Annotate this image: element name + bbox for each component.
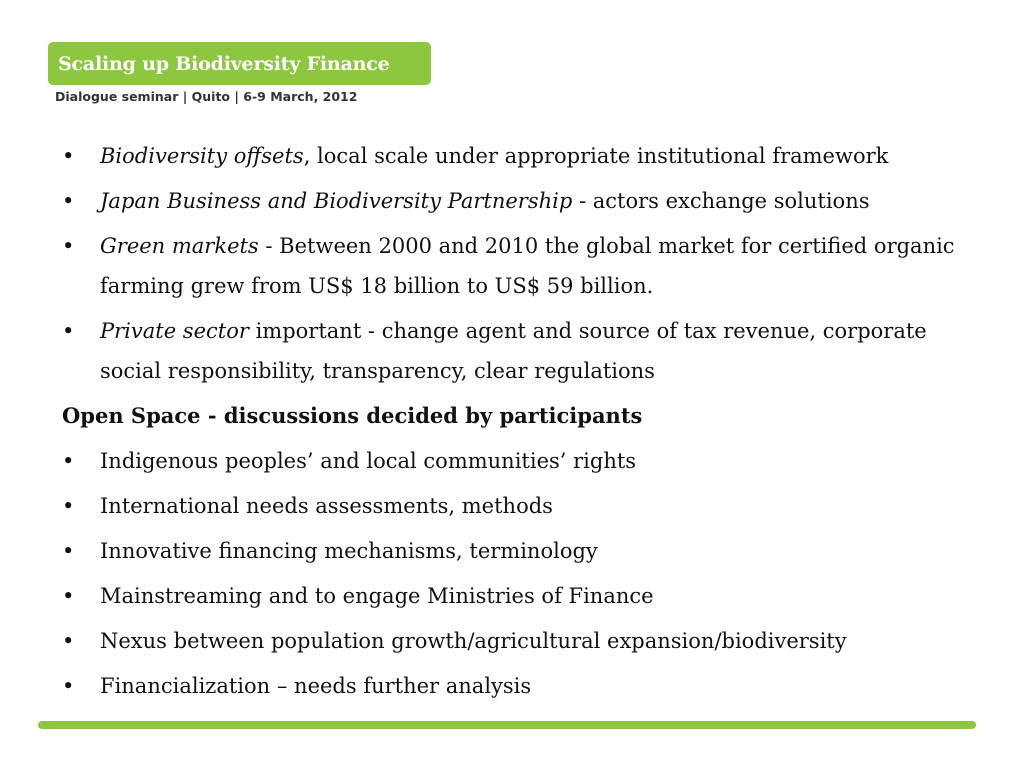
item-text: Innovative financing mechanisms, terminology	[100, 539, 598, 563]
bullet-icon: •	[62, 674, 75, 698]
bullet-icon: •	[62, 584, 75, 608]
item-text: International needs assessments, methods	[100, 494, 553, 518]
bullet-icon: •	[62, 189, 75, 213]
item-lead: Biodiversity offsets	[100, 144, 304, 168]
bullet-icon: •	[62, 144, 75, 168]
list-item	[62, 136, 962, 176]
item-text: Nexus between population growth/agricultural expansion/biodiversity	[100, 629, 847, 653]
list-item	[62, 311, 962, 391]
list-item	[62, 441, 962, 481]
slide-subtitle: Dialogue seminar | Quito | 6-9 March, 2012	[55, 89, 358, 104]
section-heading: Open Space - discussions decided by participants	[62, 403, 643, 428]
bullet-icon: •	[62, 539, 75, 563]
footer-divider	[38, 721, 976, 729]
item-text: - Between 2000 and 2010 the global market for certified organic farming grew from US$ 18 billion to US$ 59 billion.	[100, 234, 955, 298]
item-lead: Green markets	[100, 234, 259, 258]
slide-content	[62, 136, 962, 711]
list-item	[62, 621, 962, 661]
item-text: Indigenous peoples’ and local communities’ rights	[100, 449, 637, 473]
list-item	[62, 666, 962, 706]
list-item	[62, 576, 962, 616]
bullet-icon: •	[62, 449, 75, 473]
list-item	[62, 486, 962, 526]
title-banner	[48, 42, 431, 85]
item-text: , local scale under appropriate institutional framework	[303, 144, 889, 168]
list-item	[62, 531, 962, 571]
item-text: Mainstreaming and to engage Ministries of Finance	[100, 584, 654, 608]
bullet-icon: •	[62, 234, 75, 258]
slide-title: Scaling up Biodiversity Finance	[58, 52, 390, 75]
item-lead: Japan Business and Biodiversity Partnership	[100, 189, 573, 213]
list-item	[62, 226, 962, 306]
item-text: - actors exchange solutions	[572, 189, 870, 213]
bullet-icon: •	[62, 629, 75, 653]
bullet-icon: •	[62, 494, 75, 518]
item-text: important - change agent and source of tax revenue, corporate social responsibility, transparency, clear regulations	[100, 319, 927, 383]
list-item	[62, 181, 962, 221]
bullet-icon: •	[62, 319, 75, 343]
item-lead: Private sector	[100, 319, 249, 343]
item-text: Financialization – needs further analysis	[100, 674, 532, 698]
